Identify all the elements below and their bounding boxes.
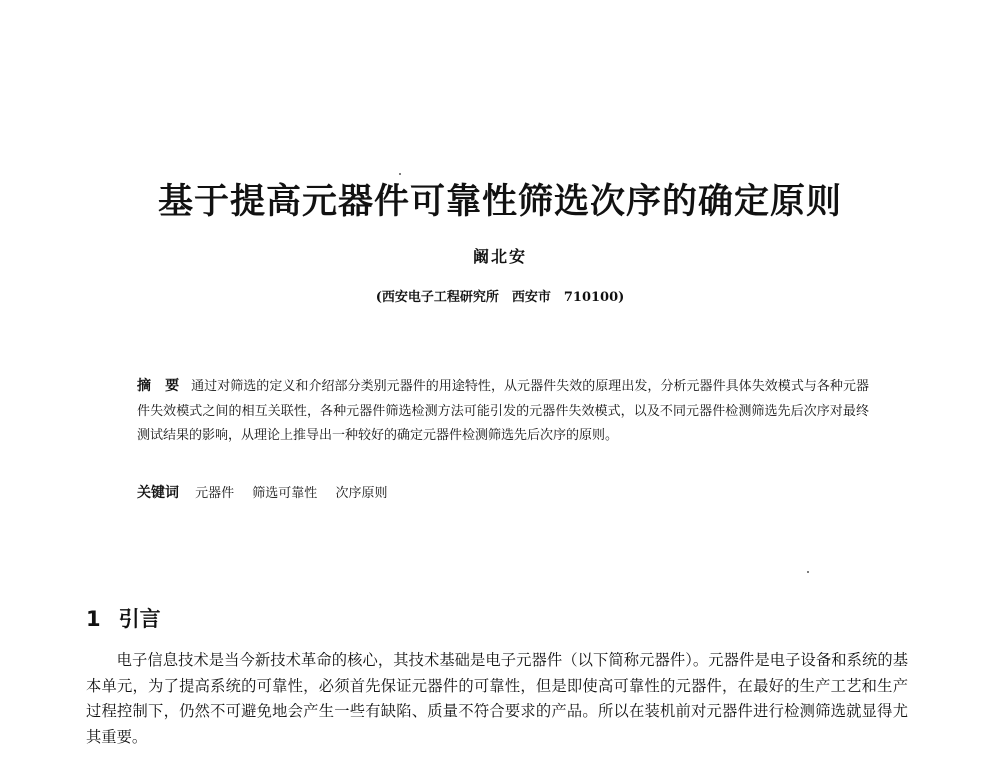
keywords [137, 482, 869, 502]
section-heading [86, 603, 161, 633]
author-name: 阚北安 [472, 247, 527, 266]
keyword-item: 筛选可靠性 [252, 486, 318, 501]
keyword-item: 次序原则 [335, 486, 388, 501]
paper-title: 基于提高元器件可靠性筛选次序的确定原则 [157, 182, 842, 222]
body-paragraph: 电子信息技术是当今新技术革命的核心，其技术基础是电子元器件（以下简称元器件）。元器件是电子设备和系统的基本单元，为了提高系统的可靠性，必须首先保证元器件的可靠性，但是即使高可靠性的元器件，在最好的生产工艺和生产过程控制下，仍然不可避免地会产生一些有缺陷、质量不符合要求的产品。所以在装机前对元器件进行检测筛选就显得尤其重要。 [86, 651, 908, 746]
section-title: 引言 [118, 607, 161, 631]
author-affiliation: (西安电子工程研究所 西安市 710100) [375, 290, 625, 305]
section-number: 1 [86, 607, 101, 631]
scan-speck [807, 571, 809, 573]
abstract-label: 摘 要 [137, 378, 180, 394]
keyword-item: 元器件 [195, 486, 235, 501]
abstract [137, 374, 869, 449]
keywords-label: 关键词 [137, 485, 179, 501]
scan-speck [399, 173, 401, 175]
abstract-text: 通过对筛选的定义和介绍部分类别元器件的用途特性，从元器件失效的原理出发，分析元器件具体失效模式与各种元器件失效模式之间的相互关联性，各种元器件筛选检测方法可能引发的元器件失效模式，以及不同元器件检测筛选先后次序对最终测试结果的影响，从理论上推导出一种较好的确定元器件检测筛选先后次序的原则。 [137, 379, 869, 443]
